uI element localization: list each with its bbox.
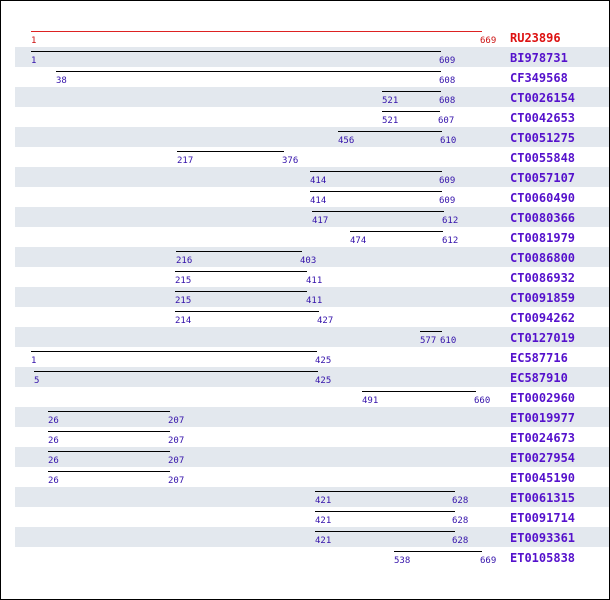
alignment-bar bbox=[34, 371, 318, 372]
alignment-start: 26 bbox=[48, 436, 59, 446]
alignment-end: 628 bbox=[452, 496, 469, 506]
alignment-end: 403 bbox=[300, 256, 317, 266]
alignment-accession[interactable]: ET0093361 bbox=[510, 531, 576, 545]
alignment-bar bbox=[312, 211, 444, 212]
alignment-end: 425 bbox=[315, 376, 332, 386]
alignment-end: 207 bbox=[168, 476, 185, 486]
alignment-start: 421 bbox=[315, 496, 332, 506]
alignment-end: 609 bbox=[439, 176, 456, 186]
alignment-end: 609 bbox=[439, 196, 456, 206]
alignment-accession[interactable]: CT0127019 bbox=[510, 331, 576, 345]
alignment-accession[interactable]: ET0061315 bbox=[510, 491, 576, 505]
alignment-start: 214 bbox=[175, 316, 192, 326]
alignment-start: 414 bbox=[310, 196, 327, 206]
alignment-bar bbox=[31, 51, 441, 52]
alignment-bar bbox=[350, 231, 443, 232]
alignment-start: 521 bbox=[382, 96, 399, 106]
alignment-end: 427 bbox=[317, 316, 334, 326]
alignment-accession[interactable]: ET0091714 bbox=[510, 511, 576, 525]
alignment-start: 421 bbox=[315, 516, 332, 526]
alignment-accession[interactable]: ET0105838 bbox=[510, 551, 576, 565]
alignment-bar bbox=[176, 251, 302, 252]
alignment-bar bbox=[382, 91, 441, 92]
alignment-bar bbox=[310, 191, 442, 192]
alignment-start: 5 bbox=[34, 376, 40, 386]
alignment-start: 456 bbox=[338, 136, 355, 146]
alignment-bar bbox=[310, 171, 442, 172]
alignment-start: 217 bbox=[177, 156, 194, 166]
alignment-end: 411 bbox=[306, 276, 323, 286]
alignment-start: 215 bbox=[175, 296, 192, 306]
alignment-accession[interactable]: CT0026154 bbox=[510, 91, 576, 105]
alignment-bar bbox=[175, 271, 307, 272]
alignment-accession[interactable]: ET0002960 bbox=[510, 391, 576, 405]
alignment-end: 669 bbox=[480, 556, 497, 566]
alignment-end: 609 bbox=[439, 56, 456, 66]
alignment-start: 577 bbox=[420, 336, 437, 346]
alignment-end: 207 bbox=[168, 416, 185, 426]
alignment-end: 628 bbox=[452, 536, 469, 546]
alignment-accession[interactable]: CT0080366 bbox=[510, 211, 576, 225]
alignment-accession[interactable]: CT0086932 bbox=[510, 271, 576, 285]
alignment-bar bbox=[175, 311, 319, 312]
alignment-end: 628 bbox=[452, 516, 469, 526]
alignment-bar bbox=[48, 431, 170, 432]
alignment-end: 610 bbox=[440, 336, 457, 346]
reference-end: 669 bbox=[480, 36, 497, 46]
alignment-bar bbox=[315, 491, 455, 492]
alignment-start: 26 bbox=[48, 456, 59, 466]
alignment-start: 538 bbox=[394, 556, 411, 566]
alignment-bar bbox=[420, 331, 442, 332]
alignment-bar bbox=[394, 551, 482, 552]
alignment-bar bbox=[48, 451, 170, 452]
alignment-start: 38 bbox=[56, 76, 67, 86]
alignment-end: 610 bbox=[440, 136, 457, 146]
alignment-start: 216 bbox=[176, 256, 193, 266]
alignment-bar bbox=[48, 471, 170, 472]
alignment-accession[interactable]: CT0042653 bbox=[510, 111, 576, 125]
alignment-end: 207 bbox=[168, 436, 185, 446]
alignment-end: 425 bbox=[315, 356, 332, 366]
alignment-end: 608 bbox=[439, 96, 456, 106]
alignment-accession[interactable]: CT0057107 bbox=[510, 171, 576, 185]
alignment-start: 414 bbox=[310, 176, 327, 186]
alignment-bar bbox=[48, 411, 170, 412]
alignment-end: 608 bbox=[439, 76, 456, 86]
reference-bar bbox=[31, 31, 482, 32]
alignment-accession[interactable]: CT0051275 bbox=[510, 131, 576, 145]
reference-accession[interactable]: RU23896 bbox=[510, 31, 561, 45]
alignment-accession[interactable]: CF349568 bbox=[510, 71, 568, 85]
alignment-bar bbox=[175, 291, 307, 292]
alignment-accession[interactable]: CT0081979 bbox=[510, 231, 576, 245]
alignment-accession[interactable]: ET0027954 bbox=[510, 451, 576, 465]
alignment-start: 26 bbox=[48, 476, 59, 486]
alignment-accession[interactable]: CT0060490 bbox=[510, 191, 576, 205]
alignment-bar bbox=[56, 71, 441, 72]
alignment-accession[interactable]: CT0055848 bbox=[510, 151, 576, 165]
alignment-accession[interactable]: CT0086800 bbox=[510, 251, 576, 265]
alignment-end: 612 bbox=[442, 216, 459, 226]
alignment-start: 417 bbox=[312, 216, 329, 226]
alignment-start: 474 bbox=[350, 236, 367, 246]
alignment-end: 660 bbox=[474, 396, 491, 406]
alignment-start: 215 bbox=[175, 276, 192, 286]
alignment-accession[interactable]: ET0024673 bbox=[510, 431, 576, 445]
alignment-start: 26 bbox=[48, 416, 59, 426]
alignment-end: 207 bbox=[168, 456, 185, 466]
alignment-bar bbox=[315, 531, 455, 532]
alignment-start: 1 bbox=[31, 356, 37, 366]
alignment-start: 491 bbox=[362, 396, 379, 406]
alignment-end: 607 bbox=[438, 116, 455, 126]
alignment-accession[interactable]: ET0045190 bbox=[510, 471, 576, 485]
alignment-bar bbox=[315, 511, 455, 512]
alignment-end: 411 bbox=[306, 296, 323, 306]
alignment-end: 612 bbox=[442, 236, 459, 246]
alignment-bar bbox=[362, 391, 476, 392]
alignment-accession[interactable]: CT0094262 bbox=[510, 311, 576, 325]
alignment-bar bbox=[338, 131, 442, 132]
alignment-start: 421 bbox=[315, 536, 332, 546]
alignment-bar bbox=[382, 111, 440, 112]
reference-start: 1 bbox=[31, 36, 37, 46]
alignment-accession[interactable]: EC587910 bbox=[510, 371, 568, 385]
alignment-bar bbox=[31, 351, 317, 352]
alignment-accession[interactable]: CT0091859 bbox=[510, 291, 576, 305]
alignment-start: 521 bbox=[382, 116, 399, 126]
alignment-accession[interactable]: EC587716 bbox=[510, 351, 568, 365]
alignment-bar bbox=[177, 151, 284, 152]
alignment-accession[interactable]: BI978731 bbox=[510, 51, 568, 65]
alignment-end: 376 bbox=[282, 156, 299, 166]
alignment-accession[interactable]: ET0019977 bbox=[510, 411, 576, 425]
alignment-start: 1 bbox=[31, 56, 37, 66]
